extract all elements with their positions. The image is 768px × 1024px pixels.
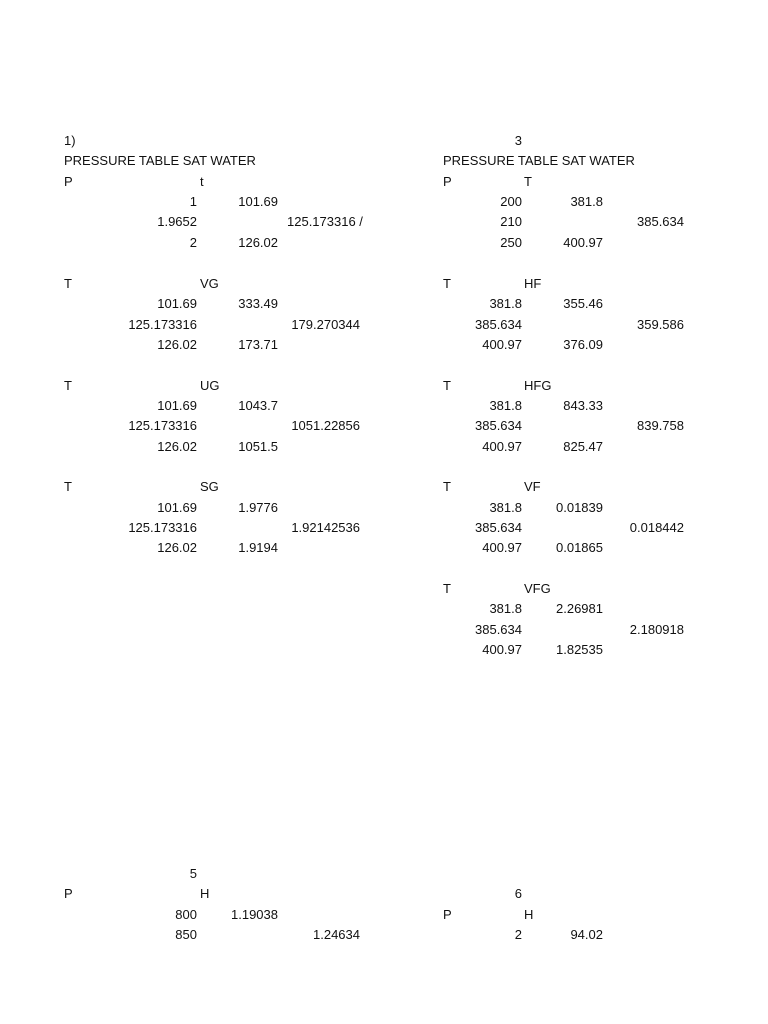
right-vfg-cell: 385.634 <box>475 622 522 637</box>
left-table-title: PRESSURE TABLE SAT WATER <box>64 153 256 168</box>
right-p-header-t: T <box>524 174 532 189</box>
right-vf-cell: 381.8 <box>489 500 522 515</box>
right-hfg-header-t: T <box>443 378 451 393</box>
left-sg-cell: 1.92142536 <box>291 520 360 535</box>
left-h-cell: 1.19038 <box>231 907 278 922</box>
left-ug-cell: 101.69 <box>157 398 197 413</box>
left-sg-header-t: T <box>64 479 72 494</box>
left-ug-cell: 1051.5 <box>238 439 278 454</box>
right-vfg-cell: 1.82535 <box>556 642 603 657</box>
right-hfg-cell: 385.634 <box>475 418 522 433</box>
right-p-cell: 381.8 <box>570 194 603 209</box>
right-p-cell: 210 <box>500 214 522 229</box>
left-ug-cell: 1043.7 <box>238 398 278 413</box>
left-sg-cell: 125.173316 <box>128 520 197 535</box>
right-vf-header-t: T <box>443 479 451 494</box>
right-hf-cell: 400.97 <box>482 337 522 352</box>
right-hfg-cell: 825.47 <box>563 439 603 454</box>
right-hfg-header-hfg: HFG <box>524 378 552 393</box>
left-vg-cell: 173.71 <box>238 337 278 352</box>
left-ug-cell: 1051.22856 <box>291 418 360 433</box>
left-h-header-p: P <box>64 886 73 901</box>
right-vf-cell: 0.01839 <box>556 500 603 515</box>
right-hf-cell: 355.46 <box>563 296 603 311</box>
left-vg-cell: 333.49 <box>238 296 278 311</box>
left-vg-header-vg: VG <box>200 276 219 291</box>
right-p-cell: 385.634 <box>637 214 684 229</box>
left-vg-cell: 101.69 <box>157 296 197 311</box>
right-vfg-cell: 2.26981 <box>556 601 603 616</box>
left-h-cell: 850 <box>175 927 197 942</box>
problem-number-5: 5 <box>189 866 197 881</box>
right-hfg-cell: 839.758 <box>637 418 684 433</box>
right-p-cell: 200 <box>500 194 522 209</box>
right-vfg-cell: 381.8 <box>489 601 522 616</box>
right-hf-cell: 381.8 <box>489 296 522 311</box>
right-hfg-cell: 381.8 <box>489 398 522 413</box>
left-p-header-t: t <box>200 174 204 189</box>
right-hfg-cell: 843.33 <box>563 398 603 413</box>
right-vfg-header-t: T <box>443 581 451 596</box>
right-vfg-cell: 2.180918 <box>629 622 684 637</box>
right-vf-cell: 0.01865 <box>556 540 603 555</box>
right-p-cell: 400.97 <box>563 235 603 250</box>
right-h-header-h: H <box>524 907 534 922</box>
left-p-cell: 125.173316 / <box>287 214 363 229</box>
right-hf-header-t: T <box>443 276 451 291</box>
left-p-cell: 126.02 <box>238 235 278 250</box>
left-sg-cell: 126.02 <box>157 540 197 555</box>
right-vfg-cell: 400.97 <box>482 642 522 657</box>
right-vf-header-vf: VF <box>524 479 541 494</box>
problem-number-6: 6 <box>514 886 522 901</box>
left-h-cell: 1.24634 <box>313 927 360 942</box>
right-vf-cell: 0.018442 <box>629 520 684 535</box>
left-p-cell: 2 <box>189 235 197 250</box>
left-vg-header-t: T <box>64 276 72 291</box>
left-h-header-h: H <box>200 886 210 901</box>
left-h-cell: 800 <box>175 907 197 922</box>
left-vg-cell: 125.173316 <box>128 317 197 332</box>
left-sg-cell: 1.9776 <box>238 500 278 515</box>
problem-number-3: 3 <box>514 133 522 148</box>
right-p-cell: 250 <box>500 235 522 250</box>
left-ug-header-ug: UG <box>200 378 220 393</box>
left-p-cell: 101.69 <box>238 194 278 209</box>
left-p-cell: 1.9652 <box>157 214 197 229</box>
left-sg-header-sg: SG <box>200 479 219 494</box>
right-hf-cell: 359.586 <box>637 317 684 332</box>
right-vfg-header-vfg: VFG <box>524 581 551 596</box>
left-vg-cell: 179.270344 <box>291 317 360 332</box>
left-p-header-p: P <box>64 174 73 189</box>
right-hf-cell: 385.634 <box>475 317 522 332</box>
right-h-header-p: P <box>443 907 452 922</box>
right-hf-cell: 376.09 <box>563 337 603 352</box>
right-table-title: PRESSURE TABLE SAT WATER <box>443 153 635 168</box>
right-p-header-p: P <box>443 174 452 189</box>
problem-number-1: 1) <box>64 133 76 148</box>
left-p-cell: 1 <box>189 194 197 209</box>
right-h-cell: 2 <box>514 927 522 942</box>
left-ug-cell: 125.173316 <box>128 418 197 433</box>
left-sg-cell: 101.69 <box>157 500 197 515</box>
left-vg-cell: 126.02 <box>157 337 197 352</box>
left-ug-header-t: T <box>64 378 72 393</box>
right-hf-header-hf: HF <box>524 276 542 291</box>
right-vf-cell: 385.634 <box>475 520 522 535</box>
left-sg-cell: 1.9194 <box>238 540 278 555</box>
right-hfg-cell: 400.97 <box>482 439 522 454</box>
left-ug-cell: 126.02 <box>157 439 197 454</box>
right-vf-cell: 400.97 <box>482 540 522 555</box>
right-h-cell: 94.02 <box>570 927 603 942</box>
